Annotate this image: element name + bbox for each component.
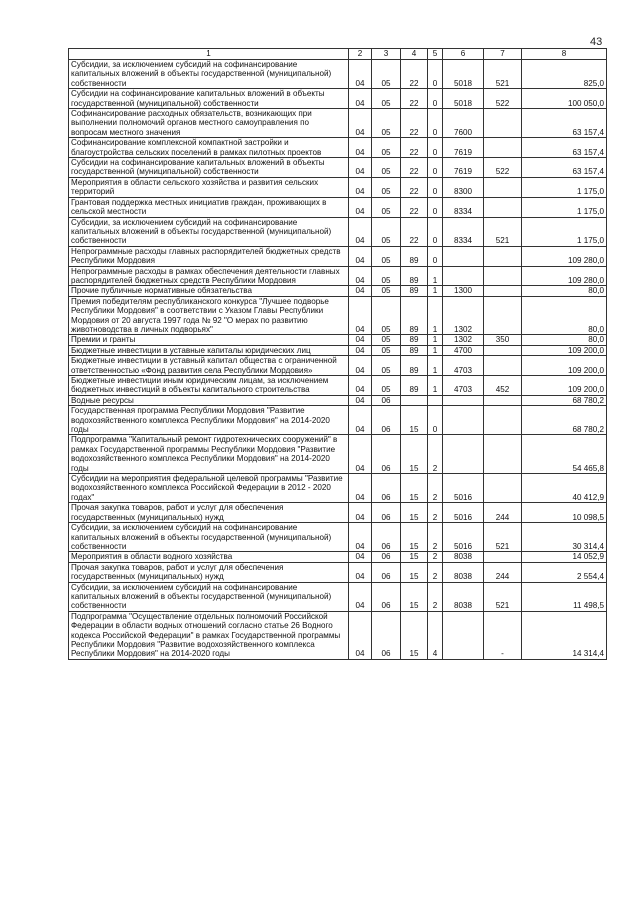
code-expense-type: 244	[484, 562, 522, 582]
amount: 63 157,4	[522, 158, 607, 178]
amount: 109 200,0	[522, 345, 607, 355]
table-row	[69, 217, 607, 246]
item-name: Софинансирование комплексной компактной застройки и благоустройства сельских поселений в рамках пилотных проектов	[69, 138, 349, 158]
code-section: 06	[372, 552, 401, 562]
code-subsection: 89	[401, 335, 428, 345]
item-name: Бюджетные инвестиции в уставные капиталы юридических лиц	[69, 345, 349, 355]
item-name: Бюджетные инвестиции иным юридическим лицам, за исключением бюджетных инвестиций в объекты капитального строительства	[69, 376, 349, 396]
table-row	[69, 562, 607, 582]
code-expense-type: 522	[484, 89, 522, 109]
amount: 11 498,5	[522, 582, 607, 611]
code-subsection: 22	[401, 217, 428, 246]
code-section: 05	[372, 109, 401, 138]
code-section: 06	[372, 474, 401, 503]
code-subprogram: 1	[428, 296, 443, 335]
code-subprogram: 1	[428, 345, 443, 355]
item-name: Субсидии на софинансирование капитальных вложений в объекты государственной (муниципальной) собственности	[69, 158, 349, 178]
code-expense-type: 350	[484, 335, 522, 345]
code-target: 5016	[443, 523, 484, 552]
table-row	[69, 356, 607, 376]
code-ministry: 04	[349, 474, 372, 503]
code-ministry: 04	[349, 376, 372, 396]
code-subprogram: 1	[428, 356, 443, 376]
header-row	[69, 49, 607, 60]
code-target: 4700	[443, 345, 484, 355]
code-target: 5016	[443, 474, 484, 503]
item-name: Субсидии на софинансирование капитальных вложений в объекты государственной (муниципальной) собственности	[69, 89, 349, 109]
table-row	[69, 523, 607, 552]
code-expense-type: 244	[484, 503, 522, 523]
code-subsection: 22	[401, 177, 428, 197]
column-header: 6	[443, 49, 484, 60]
code-expense-type: 521	[484, 582, 522, 611]
code-expense-type	[484, 345, 522, 355]
code-section: 05	[372, 266, 401, 286]
amount: 14 314,4	[522, 611, 607, 659]
code-expense-type	[484, 266, 522, 286]
code-target: 4703	[443, 376, 484, 396]
table-row	[69, 266, 607, 286]
column-header: 4	[401, 49, 428, 60]
amount: 80,0	[522, 335, 607, 345]
item-name: Непрограммные расходы главных распорядителей бюджетных средств Республики Мордовия	[69, 246, 349, 266]
code-ministry: 04	[349, 60, 372, 89]
code-subsection: 15	[401, 474, 428, 503]
code-expense-type	[484, 406, 522, 435]
table-row	[69, 286, 607, 296]
code-section: 06	[372, 562, 401, 582]
table-row	[69, 474, 607, 503]
table-row	[69, 158, 607, 178]
table-row	[69, 345, 607, 355]
code-ministry: 04	[349, 296, 372, 335]
code-ministry: 04	[349, 435, 372, 474]
item-name: Прочие публичные нормативные обязательства	[69, 286, 349, 296]
code-expense-type: -	[484, 611, 522, 659]
code-subsection: 22	[401, 89, 428, 109]
code-section: 05	[372, 217, 401, 246]
item-name: Государственная программа Республики Мордовия "Развитие водохозяйственного комплекса Республики Мордовия" на 2014-2020 годы	[69, 406, 349, 435]
amount: 80,0	[522, 296, 607, 335]
code-expense-type	[484, 356, 522, 376]
code-subsection: 22	[401, 197, 428, 217]
code-expense-type	[484, 177, 522, 197]
code-ministry: 04	[349, 562, 372, 582]
code-subsection: 22	[401, 60, 428, 89]
code-section: 05	[372, 376, 401, 396]
code-subprogram: 2	[428, 562, 443, 582]
code-section: 05	[372, 246, 401, 266]
code-target	[443, 406, 484, 435]
code-section: 05	[372, 335, 401, 345]
code-target: 7619	[443, 138, 484, 158]
code-subsection: 15	[401, 406, 428, 435]
code-subsection: 15	[401, 503, 428, 523]
table-row	[69, 611, 607, 659]
code-subsection: 15	[401, 562, 428, 582]
code-subprogram	[428, 395, 443, 405]
code-subsection: 89	[401, 296, 428, 335]
column-header: 7	[484, 49, 522, 60]
code-subprogram: 1	[428, 335, 443, 345]
code-ministry: 04	[349, 177, 372, 197]
code-subsection: 89	[401, 356, 428, 376]
amount: 10 098,5	[522, 503, 607, 523]
table-row	[69, 197, 607, 217]
code-section: 05	[372, 138, 401, 158]
code-subprogram: 0	[428, 177, 443, 197]
item-name: Субсидии, за исключением субсидий на софинансирование капитальных вложений в объекты государственной (муниципальной) собственности	[69, 582, 349, 611]
code-subsection	[401, 395, 428, 405]
code-subprogram: 2	[428, 474, 443, 503]
table-row	[69, 503, 607, 523]
amount: 68 780,2	[522, 395, 607, 405]
code-ministry: 04	[349, 523, 372, 552]
code-ministry: 04	[349, 356, 372, 376]
code-section: 05	[372, 197, 401, 217]
amount: 68 780,2	[522, 406, 607, 435]
code-ministry: 04	[349, 286, 372, 296]
code-target: 4703	[443, 356, 484, 376]
code-section: 05	[372, 158, 401, 178]
page-number: 43	[590, 36, 603, 48]
code-subprogram: 1	[428, 376, 443, 396]
code-section: 05	[372, 286, 401, 296]
amount: 54 465,8	[522, 435, 607, 474]
item-name: Субсидии на мероприятия федеральной целевой программы "Развитие водохозяйственного комплекса Российской Федерации в 2012 - 2020 годах"	[69, 474, 349, 503]
item-name: Мероприятия в области сельского хозяйства и развития сельских территорий	[69, 177, 349, 197]
item-name: Субсидии, за исключением субсидий на софинансирование капитальных вложений в объекты государственной (муниципальной) собственности	[69, 523, 349, 552]
code-subsection: 15	[401, 611, 428, 659]
amount: 14 052,9	[522, 552, 607, 562]
item-name: Грантовая поддержка местных инициатив граждан, проживающих в сельской местности	[69, 197, 349, 217]
code-target: 5018	[443, 89, 484, 109]
column-header: 3	[372, 49, 401, 60]
code-subprogram: 0	[428, 138, 443, 158]
code-section: 05	[372, 356, 401, 376]
item-name: Софинансирование расходных обязательств, возникающих при выполнении полномочий органов местного самоуправления по вопросам местного значения	[69, 109, 349, 138]
code-subprogram: 0	[428, 197, 443, 217]
code-subsection: 22	[401, 158, 428, 178]
code-ministry: 04	[349, 395, 372, 405]
amount: 63 157,4	[522, 138, 607, 158]
code-subsection: 89	[401, 246, 428, 266]
table-row	[69, 177, 607, 197]
code-target: 5016	[443, 503, 484, 523]
code-target	[443, 435, 484, 474]
amount: 30 314,4	[522, 523, 607, 552]
code-expense-type: 522	[484, 158, 522, 178]
amount: 1 175,0	[522, 197, 607, 217]
code-section: 06	[372, 406, 401, 435]
code-target: 8300	[443, 177, 484, 197]
code-target: 8334	[443, 217, 484, 246]
code-target: 7619	[443, 158, 484, 178]
code-subsection: 89	[401, 266, 428, 286]
code-subsection: 89	[401, 286, 428, 296]
code-target: 5018	[443, 60, 484, 89]
code-subprogram: 1	[428, 286, 443, 296]
code-expense-type: 521	[484, 60, 522, 89]
item-name: Мероприятия в области водного хозяйства	[69, 552, 349, 562]
code-section: 05	[372, 296, 401, 335]
code-target: 1300	[443, 286, 484, 296]
table-row	[69, 335, 607, 345]
table-row	[69, 138, 607, 158]
item-name: Подпрограмма "Осуществление отдельных полномочий Российской Федерации в области водных отношений согласно статье 26 Водного кодекса Российской Федерации" в рамках Государственной программы Республики Мордовия "Развитие водохозяйственного комплекса Республики Мордовия" на 2014-2020 годы	[69, 611, 349, 659]
code-target: 8334	[443, 197, 484, 217]
code-target	[443, 266, 484, 286]
code-section: 06	[372, 582, 401, 611]
code-ministry: 04	[349, 197, 372, 217]
table-row	[69, 395, 607, 405]
code-target: 7600	[443, 109, 484, 138]
code-subprogram: 2	[428, 582, 443, 611]
code-section: 05	[372, 60, 401, 89]
code-ministry: 04	[349, 138, 372, 158]
budget-table	[68, 48, 607, 660]
code-ministry: 04	[349, 158, 372, 178]
column-header: 1	[69, 49, 349, 60]
table-row	[69, 582, 607, 611]
table-row	[69, 435, 607, 474]
item-name: Подпрограмма "Капитальный ремонт гидротехнических сооружений" в рамках Государственной программы Республики Мордовия "Развитие водохозяйственного комплекса Республики Мордовия" на 2014-2020 годы	[69, 435, 349, 474]
item-name: Субсидии, за исключением субсидий на софинансирование капитальных вложений в объекты государственной (муниципальной) собственности	[69, 217, 349, 246]
code-target: 1302	[443, 296, 484, 335]
code-section: 05	[372, 89, 401, 109]
code-target: 8038	[443, 582, 484, 611]
code-expense-type	[484, 109, 522, 138]
code-subprogram: 4	[428, 611, 443, 659]
code-ministry: 04	[349, 89, 372, 109]
code-subprogram: 0	[428, 246, 443, 266]
code-target: 8038	[443, 562, 484, 582]
table-row	[69, 552, 607, 562]
table-row	[69, 296, 607, 335]
code-section: 06	[372, 395, 401, 405]
item-name: Бюджетные инвестиции в уставный капитал общества с ограниченной ответственностью «Фонд развития села Республики Мордовия»	[69, 356, 349, 376]
amount: 825,0	[522, 60, 607, 89]
code-ministry: 04	[349, 246, 372, 266]
item-name: Непрограммные расходы в рамках обеспечения деятельности главных распорядителей бюджетных средств Республики Мордовия	[69, 266, 349, 286]
amount: 109 280,0	[522, 246, 607, 266]
amount: 40 412,9	[522, 474, 607, 503]
code-subprogram: 0	[428, 406, 443, 435]
code-ministry: 04	[349, 552, 372, 562]
item-name: Субсидии, за исключением субсидий на софинансирование капитальных вложений в объекты государственной (муниципальной) собственности	[69, 60, 349, 89]
code-target	[443, 611, 484, 659]
amount: 2 554,4	[522, 562, 607, 582]
code-subprogram: 0	[428, 60, 443, 89]
code-subprogram: 2	[428, 503, 443, 523]
code-expense-type	[484, 474, 522, 503]
amount: 80,0	[522, 286, 607, 296]
code-section: 06	[372, 611, 401, 659]
code-expense-type	[484, 395, 522, 405]
table-row	[69, 109, 607, 138]
amount: 100 050,0	[522, 89, 607, 109]
code-ministry: 04	[349, 582, 372, 611]
item-name: Прочая закупка товаров, работ и услуг для обеспечения государственных (муниципальных) нужд	[69, 503, 349, 523]
code-subsection: 15	[401, 523, 428, 552]
code-subsection: 15	[401, 582, 428, 611]
code-ministry: 04	[349, 266, 372, 286]
item-name: Водные ресурсы	[69, 395, 349, 405]
table-row	[69, 60, 607, 89]
code-subprogram: 2	[428, 552, 443, 562]
code-subsection: 22	[401, 138, 428, 158]
code-target: 1302	[443, 335, 484, 345]
code-ministry: 04	[349, 611, 372, 659]
code-subprogram: 2	[428, 435, 443, 474]
code-expense-type	[484, 286, 522, 296]
table-row	[69, 376, 607, 396]
code-section: 06	[372, 435, 401, 474]
budget-rows	[69, 60, 607, 660]
code-subprogram: 0	[428, 89, 443, 109]
code-subprogram: 0	[428, 158, 443, 178]
code-expense-type	[484, 246, 522, 266]
code-target	[443, 395, 484, 405]
code-expense-type	[484, 197, 522, 217]
column-header: 2	[349, 49, 372, 60]
table-row	[69, 406, 607, 435]
code-subprogram: 0	[428, 217, 443, 246]
amount: 109 280,0	[522, 266, 607, 286]
table-row	[69, 246, 607, 266]
code-ministry: 04	[349, 217, 372, 246]
code-section: 06	[372, 523, 401, 552]
amount: 109 200,0	[522, 376, 607, 396]
code-subprogram: 1	[428, 266, 443, 286]
code-expense-type: 521	[484, 523, 522, 552]
amount: 63 157,4	[522, 109, 607, 138]
table-row	[69, 89, 607, 109]
code-target: 8038	[443, 552, 484, 562]
amount: 1 175,0	[522, 217, 607, 246]
item-name: Премии и гранты	[69, 335, 349, 345]
code-subsection: 15	[401, 552, 428, 562]
code-ministry: 04	[349, 335, 372, 345]
code-expense-type	[484, 138, 522, 158]
code-expense-type	[484, 435, 522, 474]
amount: 1 175,0	[522, 177, 607, 197]
code-ministry: 04	[349, 109, 372, 138]
column-header: 5	[428, 49, 443, 60]
code-section: 05	[372, 177, 401, 197]
code-section: 06	[372, 503, 401, 523]
code-subprogram: 2	[428, 523, 443, 552]
code-ministry: 04	[349, 406, 372, 435]
code-expense-type: 452	[484, 376, 522, 396]
item-name: Премия победителям республиканского конкурса "Лучшее подворье Республики Мордовия" в соответствии с Указом Главы Республики Мордовия от 20 августа 1997 года № 92 "О мерах по развитию животноводства в личных подворьях"	[69, 296, 349, 335]
code-expense-type: 521	[484, 217, 522, 246]
code-target	[443, 246, 484, 266]
code-subsection: 15	[401, 435, 428, 474]
code-subsection: 89	[401, 376, 428, 396]
column-header: 8	[522, 49, 607, 60]
code-expense-type	[484, 552, 522, 562]
code-subsection: 89	[401, 345, 428, 355]
item-name: Прочая закупка товаров, работ и услуг для обеспечения государственных (муниципальных) нужд	[69, 562, 349, 582]
code-ministry: 04	[349, 345, 372, 355]
code-section: 05	[372, 345, 401, 355]
code-expense-type	[484, 296, 522, 335]
code-ministry: 04	[349, 503, 372, 523]
code-subprogram: 0	[428, 109, 443, 138]
amount: 109 200,0	[522, 356, 607, 376]
code-subsection: 22	[401, 109, 428, 138]
